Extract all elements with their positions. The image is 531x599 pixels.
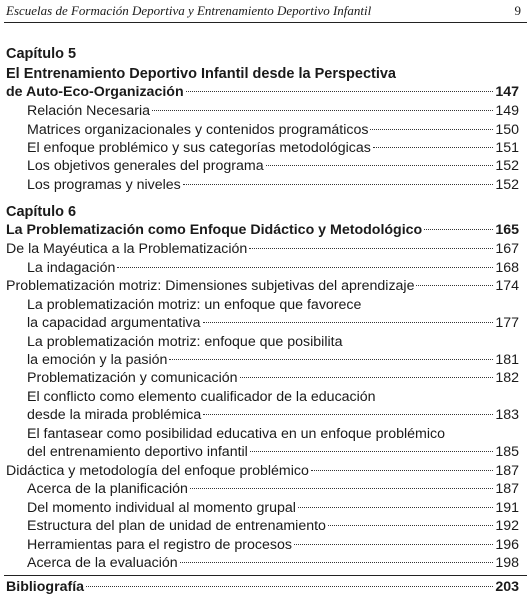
toc-entry-text: Didáctica y metodología del enfoque problémico bbox=[6, 463, 309, 479]
toc-page-number: 183 bbox=[495, 407, 519, 423]
chapter-5-title-line1: El Entrenamiento Deportivo Infantil desde la Perspectiva bbox=[6, 66, 396, 82]
dot-leader bbox=[298, 507, 493, 508]
bottom-rule bbox=[4, 575, 527, 576]
dot-leader bbox=[183, 184, 494, 185]
dot-leader bbox=[373, 147, 493, 148]
toc-entry bbox=[27, 442, 519, 462]
toc-entry bbox=[27, 350, 519, 370]
toc-entry-chapter-6 bbox=[6, 220, 519, 240]
toc-page-number: 152 bbox=[495, 177, 519, 193]
toc-entry-text: El conflicto como elemento cualificador de la educación bbox=[27, 389, 376, 405]
toc-entry bbox=[6, 276, 519, 296]
toc-entry bbox=[27, 138, 519, 158]
toc-entry bbox=[27, 405, 519, 425]
toc-entry-text: desde la mirada problémica bbox=[27, 407, 202, 423]
toc-entry-text: De la Mayéutica a la Problematización bbox=[6, 241, 248, 257]
toc-page-number: 151 bbox=[495, 140, 519, 156]
running-title: Escuelas de Formación Deportiva y Entrenamiento Deportivo Infantil bbox=[6, 3, 372, 18]
dot-leader bbox=[416, 285, 493, 286]
toc-entry bbox=[6, 239, 519, 259]
chapter-5-label: Capítulo 5 bbox=[6, 46, 77, 62]
toc-entry-text: Problematización motriz: Dimensiones subjetivas del aprendizaje bbox=[6, 278, 415, 294]
dot-leader bbox=[186, 91, 494, 92]
toc-page-number: 187 bbox=[495, 463, 519, 479]
toc-page-number: 165 bbox=[495, 222, 519, 238]
toc-entry-text: del entrenamiento deportivo infantil bbox=[27, 444, 248, 460]
toc-entry-text: La indagación bbox=[27, 260, 116, 276]
dot-leader bbox=[424, 229, 493, 230]
bibliografia-title: Bibliografía bbox=[6, 579, 85, 595]
toc-entry bbox=[27, 479, 519, 499]
toc-entry-text: Matrices organizacionales y contenidos programáticos bbox=[27, 122, 369, 138]
toc-entry bbox=[27, 368, 519, 388]
dot-leader bbox=[203, 322, 494, 323]
toc-page-number: 187 bbox=[495, 481, 519, 497]
toc-entry-text: Acerca de la planificación bbox=[27, 481, 188, 497]
toc-entry-bibliografia bbox=[6, 577, 519, 597]
dot-leader bbox=[249, 248, 493, 249]
toc-entry-text: Del momento individual al momento grupal bbox=[27, 500, 296, 516]
toc-page-number: 191 bbox=[495, 500, 519, 516]
toc-page-number: 182 bbox=[495, 370, 519, 386]
toc-entry-line1 bbox=[27, 332, 519, 352]
toc-page-number: 181 bbox=[495, 352, 519, 368]
toc-entry-text: la emoción y la pasión bbox=[27, 352, 168, 368]
toc-page-number: 149 bbox=[495, 103, 519, 119]
toc-entry-text: Acerca de la evaluación bbox=[27, 555, 178, 571]
toc-entry bbox=[27, 175, 519, 195]
toc-page-number: 185 bbox=[495, 444, 519, 460]
toc-page-number: 150 bbox=[495, 122, 519, 138]
toc-page-number: 152 bbox=[495, 158, 519, 174]
toc-entry-line1 bbox=[27, 387, 519, 407]
dot-leader bbox=[203, 414, 493, 415]
toc-page-number: 174 bbox=[495, 278, 519, 294]
toc-entry bbox=[27, 120, 519, 140]
dot-leader bbox=[250, 451, 493, 452]
chapter-6-title: La Problematización como Enfoque Didáctico y Metodológico bbox=[6, 222, 423, 238]
toc-entry bbox=[6, 461, 519, 481]
toc-page-number: 192 bbox=[495, 518, 519, 534]
toc-entry-text: Relación Necesaria bbox=[27, 103, 151, 119]
toc-entry-text: Los programas y niveles bbox=[27, 177, 181, 193]
toc-entry-line1 bbox=[27, 295, 519, 315]
dot-leader bbox=[169, 359, 493, 360]
toc-entry-text: Herramientas para el registro de procesos bbox=[27, 537, 292, 553]
dot-leader bbox=[117, 267, 493, 268]
dot-leader bbox=[180, 562, 494, 563]
page-number: 9 bbox=[514, 3, 521, 18]
toc-entry bbox=[27, 258, 519, 278]
toc-entry bbox=[27, 535, 519, 555]
toc-entry bbox=[27, 313, 519, 333]
toc-page-number: 198 bbox=[495, 555, 519, 571]
dot-leader bbox=[294, 544, 493, 545]
toc-entry-text: Los objetivos generales del programa bbox=[27, 158, 264, 174]
toc-entry bbox=[27, 516, 519, 536]
toc-page-number: 147 bbox=[495, 84, 519, 100]
toc-entry-text: la capacidad argumentativa bbox=[27, 315, 201, 331]
dot-leader bbox=[86, 586, 493, 587]
toc-page-number: 177 bbox=[495, 315, 519, 331]
running-header bbox=[4, 0, 527, 23]
toc-page-number: 196 bbox=[495, 537, 519, 553]
toc-entry-text: El enfoque problémico y sus categorías metodológicas bbox=[27, 140, 371, 156]
toc-entry-text: Problematización y comunicación bbox=[27, 370, 238, 386]
toc-page-number: 203 bbox=[495, 579, 519, 595]
toc-entry-line1 bbox=[27, 424, 519, 444]
dot-leader bbox=[370, 129, 493, 130]
toc-entry bbox=[27, 101, 519, 121]
dot-leader bbox=[190, 488, 493, 489]
toc-entry-text: La problematización motriz: un enfoque que favorece bbox=[27, 297, 362, 313]
toc-entry-text: La problematización motriz: enfoque que posibilita bbox=[27, 334, 343, 350]
dot-leader bbox=[328, 525, 493, 526]
dot-leader bbox=[152, 110, 493, 111]
toc-entry bbox=[27, 553, 519, 573]
toc-entry bbox=[27, 156, 519, 176]
toc-page-number: 167 bbox=[495, 241, 519, 257]
dot-leader bbox=[240, 377, 494, 378]
toc-entry bbox=[27, 498, 519, 518]
chapter-6-label: Capítulo 6 bbox=[6, 204, 77, 220]
chapter-5-title-line2: de Auto-Eco-Organización bbox=[6, 84, 184, 100]
toc-entry-text: El fantasear como posibilidad educativa en un enfoque problémico bbox=[27, 426, 446, 442]
dot-leader bbox=[311, 470, 493, 471]
toc-entry-text: Estructura del plan de unidad de entrenamiento bbox=[27, 518, 326, 534]
toc-entry-chapter-5 bbox=[6, 82, 519, 102]
toc-page-number: 168 bbox=[495, 260, 519, 276]
dot-leader bbox=[266, 165, 494, 166]
